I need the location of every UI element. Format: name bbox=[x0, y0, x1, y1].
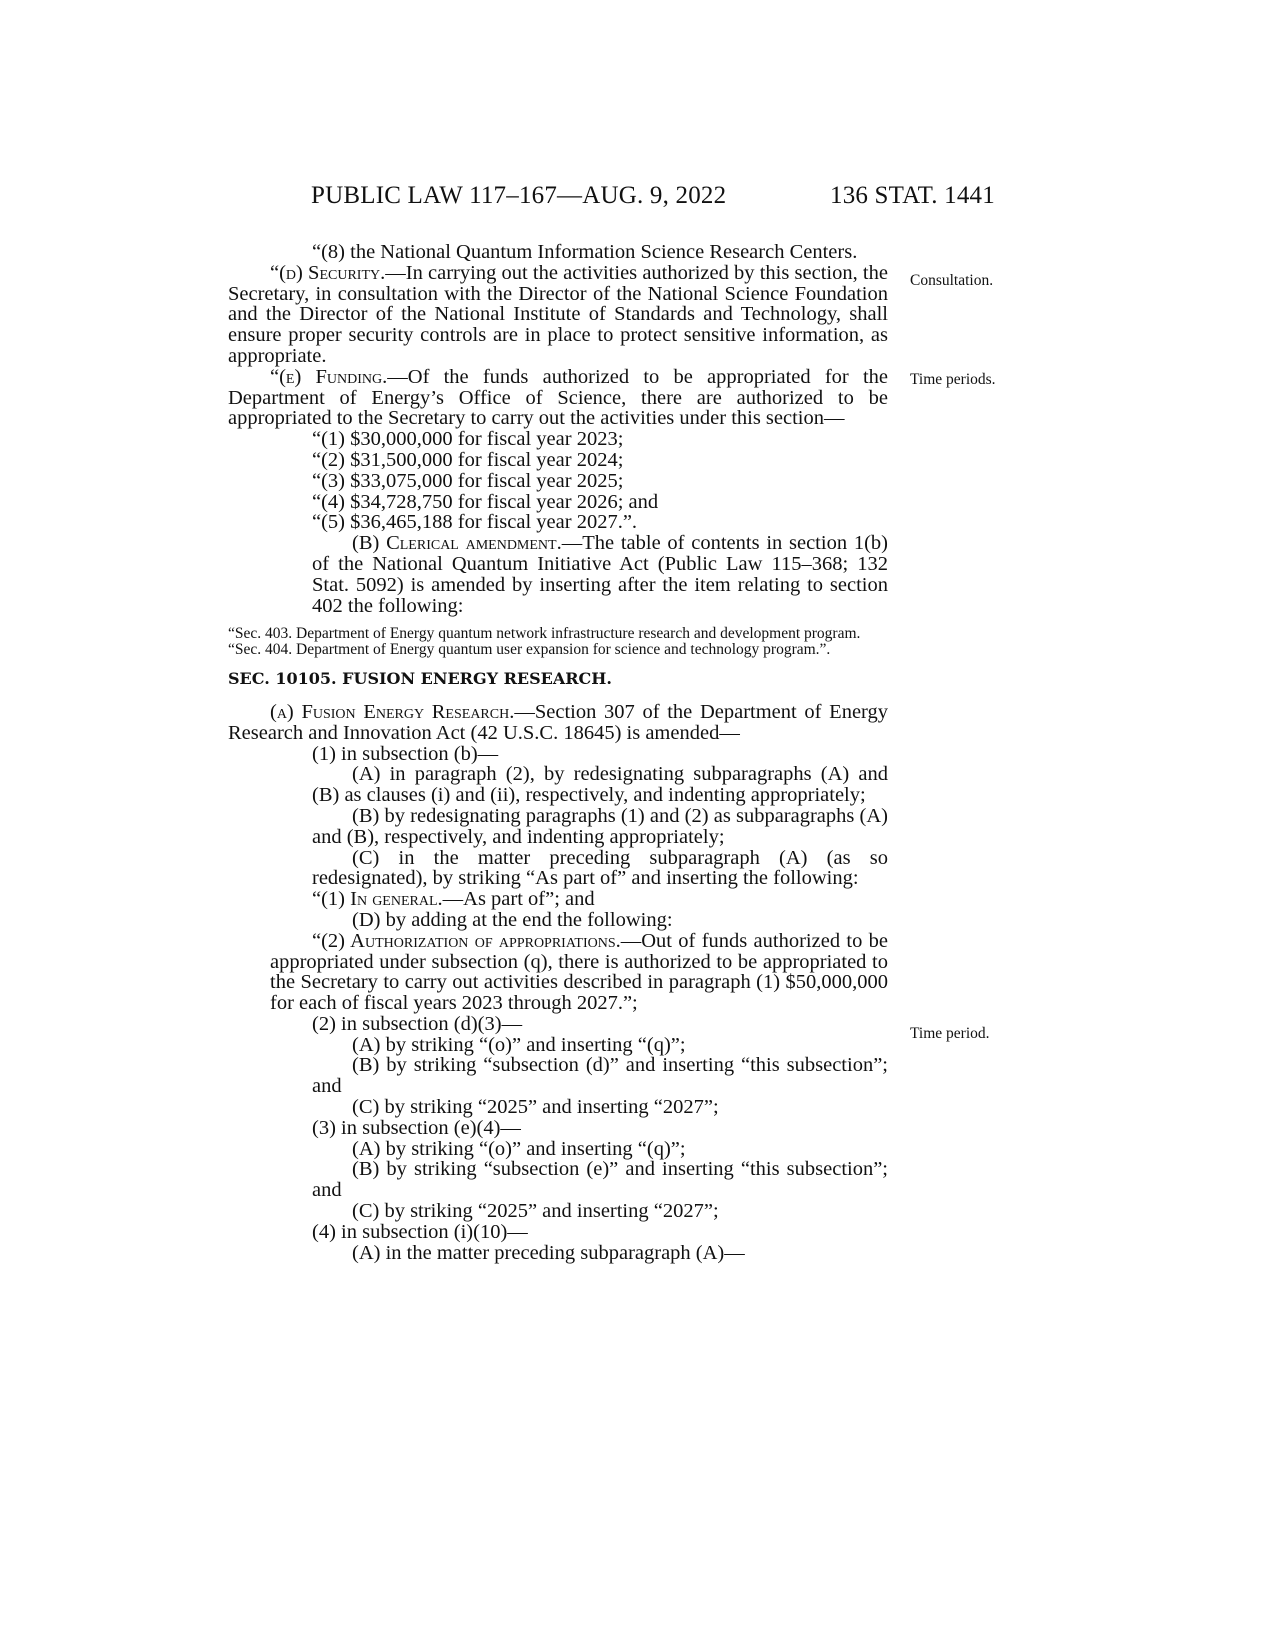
margin-note-consultation: Consultation. bbox=[910, 272, 994, 289]
authorization-text: —Out of funds authorized to be appropriated under subsection (q), there is authorized to be appropriated to the Secretary to carry out activities described in paragraph (1) $50,000,000 for each of fiscal years 2023 through 2027.”; bbox=[270, 929, 888, 1015]
running-header-title: PUBLIC LAW 117–167—AUG. 9, 2022 bbox=[311, 182, 727, 209]
subparagraph-2b: (B) by striking “subsection (d)” and inserting “this subsection”; and bbox=[312, 1054, 888, 1098]
margin-note-time-periods: Time periods. bbox=[910, 371, 996, 388]
quoted-in-general bbox=[228, 889, 888, 910]
quoted-in-general-text: —As part of”; and bbox=[442, 888, 595, 911]
toc-item-403: “Sec. 403. Department of Energy quantum network infrastructure research and development program. bbox=[228, 625, 861, 643]
paragraph-8: “(8) the National Quantum Information Science Research Centers. bbox=[312, 241, 858, 263]
funding-item-3: “(3) $33,075,000 for fiscal year 2025; bbox=[312, 469, 624, 492]
clerical-amendment-label: (B) Clerical amendment. bbox=[352, 532, 562, 555]
funding-item-2: “(2) $31,500,000 for fiscal year 2024; bbox=[312, 448, 624, 471]
authorization-of-appropriations bbox=[228, 931, 888, 1014]
subparagraph-3c: (C) by striking “2025” and inserting “2027”; bbox=[352, 1200, 719, 1223]
margin-note-time-period: Time period. bbox=[910, 1025, 990, 1042]
funding-item-5: “(5) $36,465,188 for fiscal year 2027.”. bbox=[312, 511, 638, 534]
paragraph-4-subsection-i10: (4) in subsection (i)(10)— bbox=[312, 1220, 528, 1243]
subsection-d-label: “(d) Security. bbox=[270, 261, 386, 284]
subsection-d-security bbox=[228, 263, 888, 367]
toc-item-404: “Sec. 404. Department of Energy quantum user expansion for science and technology program.”. bbox=[228, 641, 831, 659]
subsection-d-text: —In carrying out the activities authorized by this section, the Secretary, in consultation with the Director of the National Science Foundation and the Director of the National Institute of Standards and Technology, shall ensure proper security controls are in place to protect sensitive information, as appropriate. bbox=[228, 261, 888, 367]
subparagraph-3a: (A) by striking “(o)” and inserting “(q)”; bbox=[352, 1137, 686, 1160]
page-number-stat: 136 STAT. 1441 bbox=[830, 182, 995, 209]
subparagraph-1b: (B) by redesignating paragraphs (1) and (2) as subparagraphs (A) and (B), respectively, and indenting appropriately; bbox=[312, 804, 888, 848]
table-of-contents-insert bbox=[228, 626, 888, 658]
funding-item-1: “(1) $30,000,000 for fiscal year 2023; bbox=[312, 428, 624, 451]
subparagraph-1c: (C) in the matter preceding subparagraph (A) (as so redesignated), by striking “As part of” and inserting the following: bbox=[312, 846, 888, 890]
funding-item-4: “(4) $34,728,750 for fiscal year 2026; and bbox=[312, 490, 659, 513]
paragraph-3-subsection-e4: (3) in subsection (e)(4)— bbox=[312, 1116, 521, 1139]
subparagraph-3b: (B) by striking “subsection (e)” and inserting “this subsection”; and bbox=[312, 1158, 888, 1202]
paragraph-1-subsection-b: (1) in subsection (b)— bbox=[312, 742, 499, 765]
quoted-in-general-label: “(1) In general. bbox=[312, 888, 443, 911]
document-body bbox=[228, 242, 888, 1263]
subsection-e-funding bbox=[228, 367, 888, 429]
authorization-label: “(2) Authorization of appropriations. bbox=[312, 929, 621, 952]
clerical-amendment bbox=[228, 533, 888, 616]
subparagraph-1a: (A) in paragraph (2), by redesignating subparagraphs (A) and (B) as clauses (i) and (ii), respectively, and indenting appropriately; bbox=[312, 763, 888, 807]
subsection-a-text: —Section 307 of the Department of Energy Research and Innovation Act (42 U.S.C. 18645) is amended— bbox=[228, 700, 888, 744]
paragraph-2-subsection-d3: (2) in subsection (d)(3)— bbox=[312, 1012, 523, 1035]
subparagraph-4a: (A) in the matter preceding subparagraph (A)— bbox=[352, 1241, 745, 1264]
subparagraph-2a: (A) by striking “(o)” and inserting “(q)”; bbox=[352, 1033, 686, 1056]
section-heading: SEC. 10105. FUSION ENERGY RESEARCH. bbox=[228, 668, 612, 688]
clerical-amendment-text: —The table of contents in section 1(b) of the National Quantum Initiative Act (Public Law 115–368; 132 Stat. 5092) is amended by inserting after the item relating to section 402 the following: bbox=[312, 532, 888, 617]
subsection-e-label: “(e) Funding. bbox=[270, 365, 388, 388]
subparagraph-2c: (C) by striking “2025” and inserting “2027”; bbox=[352, 1096, 719, 1119]
subsection-e-text: —Of the funds authorized to be appropriated for the Department of Energy’s Office of Science, there are authorized to be appropriated to the Secretary to carry out the activities under this section— bbox=[228, 365, 889, 430]
subsection-a-fusion bbox=[228, 702, 888, 744]
subsection-a-label: (a) Fusion Energy Research. bbox=[270, 700, 515, 723]
subparagraph-1d: (D) by adding at the end the following: bbox=[352, 908, 673, 931]
